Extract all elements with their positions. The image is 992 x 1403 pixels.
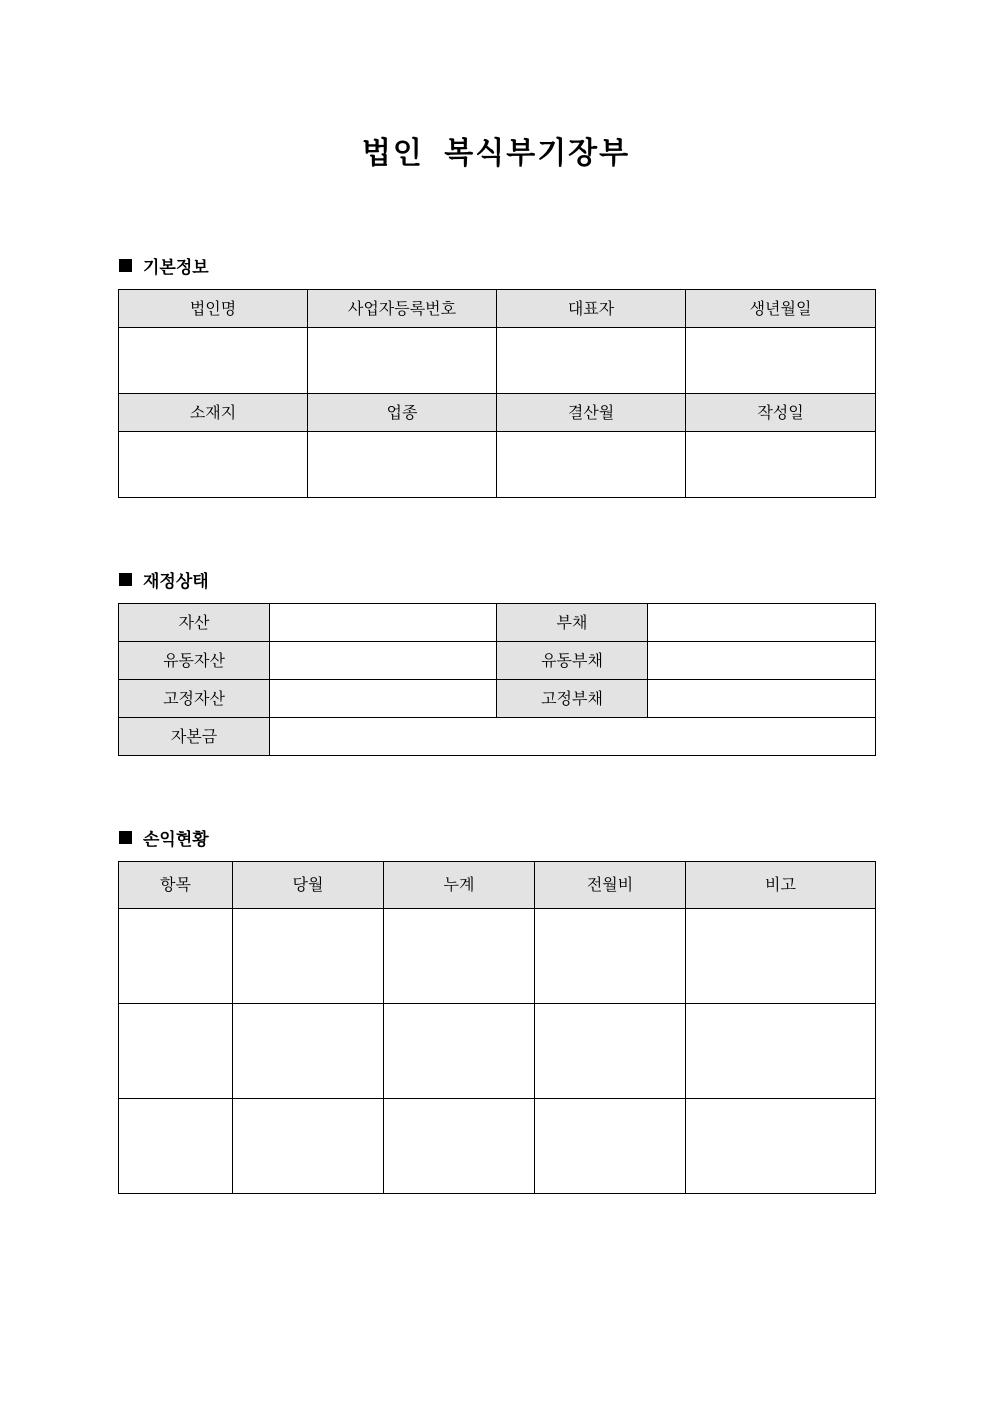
label-cell: 고정자산 xyxy=(119,680,270,718)
label-cell: 자산 xyxy=(119,604,270,642)
table-row xyxy=(119,909,876,1004)
input-cell[interactable] xyxy=(119,328,308,394)
header-cell: 비고 xyxy=(686,862,876,909)
header-cell: 대표자 xyxy=(497,290,686,328)
table-row xyxy=(119,718,876,756)
table-row xyxy=(119,432,876,498)
input-cell[interactable] xyxy=(233,1004,384,1099)
label-cell: 유동부채 xyxy=(497,642,648,680)
header-cell: 결산월 xyxy=(497,394,686,432)
input-cell[interactable] xyxy=(497,328,686,394)
header-cell: 전월비 xyxy=(535,862,686,909)
table-header-row xyxy=(119,290,876,328)
section-heading-label: 재정상태 xyxy=(143,571,209,592)
input-cell[interactable] xyxy=(119,909,233,1004)
input-cell[interactable] xyxy=(308,328,497,394)
label-cell: 유동자산 xyxy=(119,642,270,680)
input-cell[interactable] xyxy=(648,604,876,642)
input-cell[interactable] xyxy=(686,909,876,1004)
input-cell[interactable] xyxy=(270,642,497,680)
input-cell[interactable] xyxy=(686,1004,876,1099)
input-cell[interactable] xyxy=(535,909,686,1004)
income-status-table xyxy=(118,861,876,1194)
label-cell: 자본금 xyxy=(119,718,270,756)
header-cell: 법인명 xyxy=(119,290,308,328)
header-cell: 항목 xyxy=(119,862,233,909)
input-cell[interactable] xyxy=(270,604,497,642)
input-cell[interactable] xyxy=(686,432,876,498)
section-heading-basic-info xyxy=(119,253,209,277)
header-cell: 소재지 xyxy=(119,394,308,432)
table-row xyxy=(119,1004,876,1099)
input-cell[interactable] xyxy=(497,432,686,498)
input-cell[interactable] xyxy=(384,1004,535,1099)
input-cell[interactable] xyxy=(648,642,876,680)
basic-info-table xyxy=(118,289,876,498)
input-cell[interactable] xyxy=(119,432,308,498)
input-cell[interactable] xyxy=(648,680,876,718)
input-cell[interactable] xyxy=(233,909,384,1004)
header-cell: 작성일 xyxy=(686,394,876,432)
input-cell[interactable] xyxy=(270,718,876,756)
label-cell: 고정부채 xyxy=(497,680,648,718)
input-cell[interactable] xyxy=(119,1004,233,1099)
input-cell[interactable] xyxy=(686,328,876,394)
input-cell[interactable] xyxy=(686,1099,876,1194)
input-cell[interactable] xyxy=(535,1004,686,1099)
square-bullet-icon xyxy=(119,831,132,844)
input-cell[interactable] xyxy=(119,1099,233,1194)
section-heading-income-status xyxy=(119,825,209,849)
header-cell: 누계 xyxy=(384,862,535,909)
table-row xyxy=(119,604,876,642)
header-cell: 사업자등록번호 xyxy=(308,290,497,328)
input-cell[interactable] xyxy=(384,1099,535,1194)
section-heading-label: 손익현황 xyxy=(143,829,209,850)
table-header-row xyxy=(119,862,876,909)
input-cell[interactable] xyxy=(384,909,535,1004)
financial-status-table xyxy=(118,603,876,756)
header-cell: 생년월일 xyxy=(686,290,876,328)
table-row xyxy=(119,328,876,394)
input-cell[interactable] xyxy=(233,1099,384,1194)
input-cell[interactable] xyxy=(270,680,497,718)
label-cell: 부채 xyxy=(497,604,648,642)
section-heading-label: 기본정보 xyxy=(143,257,209,278)
table-row xyxy=(119,680,876,718)
input-cell[interactable] xyxy=(308,432,497,498)
square-bullet-icon xyxy=(119,573,132,586)
table-row xyxy=(119,642,876,680)
section-heading-financial-status xyxy=(119,567,209,591)
page-title: 법인 복식부기장부 xyxy=(361,136,631,171)
header-cell: 업종 xyxy=(308,394,497,432)
header-cell: 당월 xyxy=(233,862,384,909)
table-header-row xyxy=(119,394,876,432)
square-bullet-icon xyxy=(119,259,132,272)
input-cell[interactable] xyxy=(535,1099,686,1194)
table-row xyxy=(119,1099,876,1194)
